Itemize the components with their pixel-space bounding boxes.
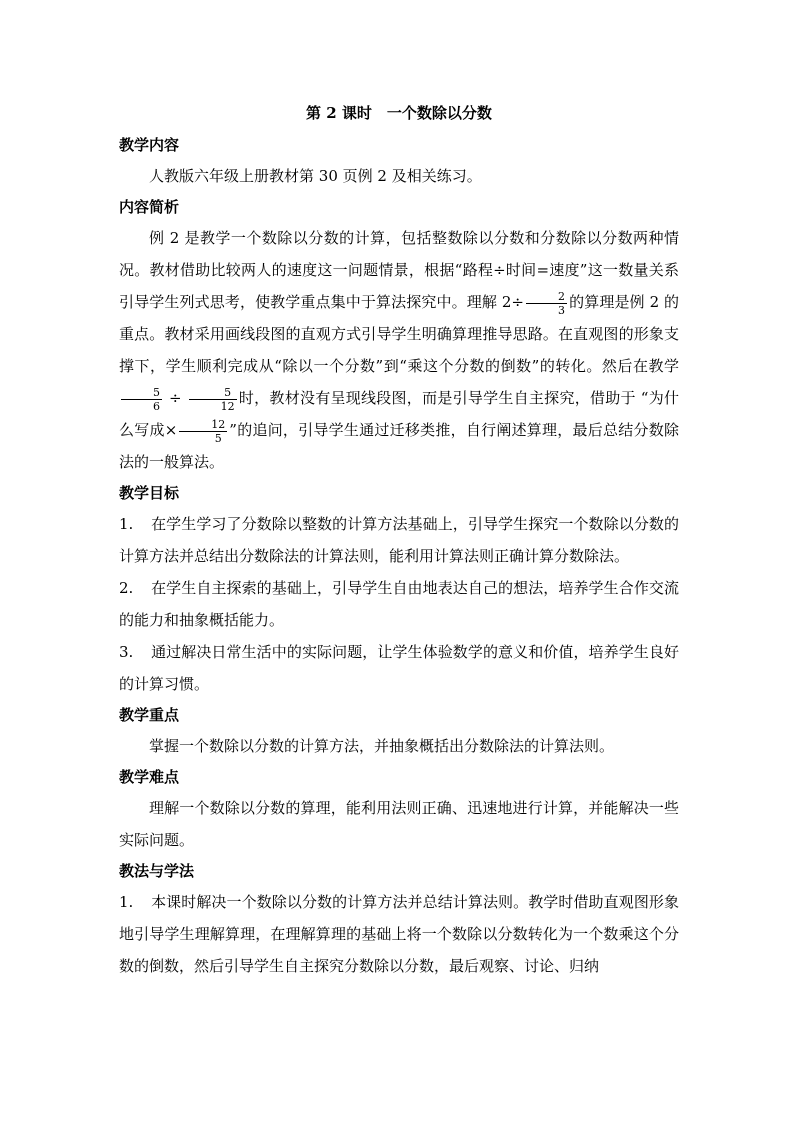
fraction-denominator: 6 [153, 399, 160, 413]
method-item-text: 本课时解决一个数除以分数的计算方法并总结计算法则。教学时借助直观图形象地引导学生理解算理，在理解算理的基础上将一个数除以分数转化为一个数乘这个分数的倒数，然后引导学生自主探究分数除以分数，最后观察、讨论、归纳 [119, 893, 679, 975]
fraction-twelve-fifths [179, 418, 227, 445]
method-item [119, 886, 679, 982]
analysis-segment-2: 的算理是例 2 的重点。教材采用画线段图的直观方式引导学生明确算理推导思路。在直观图的形象支撑下，学生顺利完成从“除以一个分数”到“乘这个分数的倒数”的转化。然后在教学 [119, 293, 679, 375]
fraction-numerator: 5 [121, 386, 162, 400]
goal-item-number: 3. [119, 643, 134, 661]
fraction-denominator: 3 [557, 303, 565, 317]
document-page [119, 100, 679, 982]
content-analysis-text [119, 222, 679, 478]
analysis-segment-4: ”的追问，引导学生通过迁移类推，自行阐述算理，最后总结分数除法的一般算法。 [119, 421, 679, 471]
fraction-five-twelfths [189, 386, 237, 413]
fraction-numerator: 12 [179, 418, 227, 432]
goal-item-text: 通过解决日常生活中的实际问题，让学生体验数学的意义和价值，培养学生良好的计算习惯。 [119, 643, 679, 693]
key-points-text: 掌握一个数除以分数的计算方法，并抽象概括出分数除法的计算法则。 [149, 737, 615, 755]
heading-difficulties: 教学难点 [119, 768, 180, 786]
division-operator: ÷ [164, 389, 187, 407]
analysis-segment-1: 例 2 是教学一个数除以分数的计算，包括整数除以分数和分数除以分数两种情况。教材借助比较两人的速度这一问题情景，根据“路程÷时间=速度”这一数量关系引导学生列式思考，使教学重点集中于算法探究中。理解 2÷ [119, 229, 679, 311]
heading-key-points: 教学重点 [119, 706, 180, 724]
fraction-denominator: 12 [220, 399, 235, 413]
goal-item [119, 572, 679, 636]
goal-item-number: 2. [119, 579, 134, 597]
fraction-two-thirds [526, 290, 567, 317]
method-item-number: 1. [119, 893, 134, 911]
fraction-numerator: 5 [189, 386, 237, 400]
heading-teaching-content: 教学内容 [119, 136, 180, 154]
goal-item-number: 1. [119, 515, 134, 533]
lesson-title: 第 2 课时 一个数除以分数 [306, 104, 492, 122]
heading-content-analysis: 内容简析 [119, 198, 180, 216]
heading-methods: 教法与学法 [119, 862, 195, 880]
fraction-numerator: 2 [526, 290, 567, 304]
goal-item-text: 在学生学习了分数除以整数的计算方法基础上，引导学生探究一个数除以分数的计算方法并总结出分数除法的计算法则，能利用计算法则正确计算分数除法。 [119, 515, 679, 565]
heading-teaching-goals: 教学目标 [119, 484, 180, 502]
fraction-denominator: 5 [214, 431, 222, 445]
analysis-segment-3: 时，教材没有呈现线段图，而是引导学生自主探究，借助于 “为什么写成× [119, 389, 679, 439]
teaching-content-text: 人教版六年级上册教材第 30 页例 2 及相关练习。 [149, 167, 482, 185]
goal-item [119, 508, 679, 572]
fraction-five-sixths [121, 386, 162, 413]
goal-item-text: 在学生自主探索的基础上，引导学生自由地表达自己的想法，培养学生合作交流的能力和抽象概括能力。 [119, 579, 679, 629]
goal-item [119, 636, 679, 700]
difficulties-text: 理解一个数除以分数的算理，能利用法则正确、迅速地进行计算，并能解决一些实际问题。 [119, 799, 679, 849]
